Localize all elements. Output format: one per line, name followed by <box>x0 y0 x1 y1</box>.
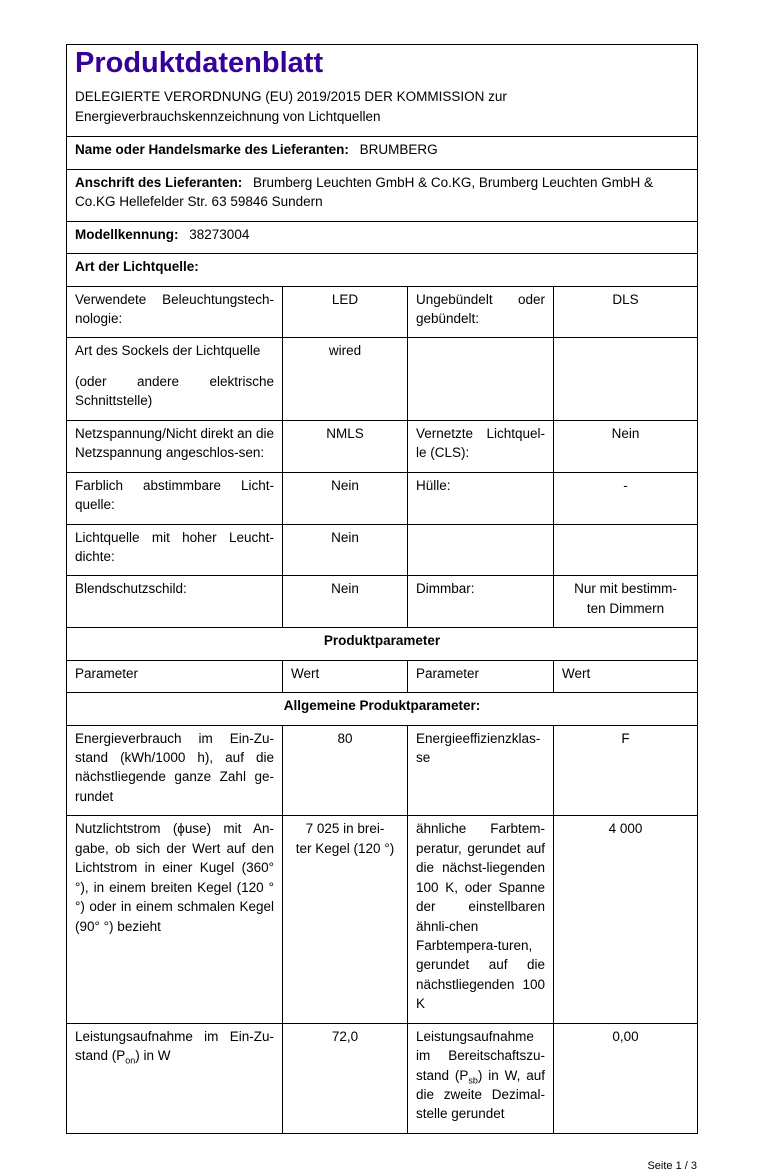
light-source-type-header-row <box>67 254 698 286</box>
row-technology <box>67 286 698 338</box>
luminous-flux-value-cell <box>283 816 408 1023</box>
col-header-parameter-2: Parameter <box>408 660 554 692</box>
title-row <box>67 45 698 137</box>
model-id-cell <box>67 221 698 253</box>
title-cell <box>67 45 698 137</box>
supplier-address-row <box>67 169 698 221</box>
socket-param-cell <box>67 338 283 420</box>
product-parameters-header-row <box>67 628 698 660</box>
socket-value2-cell <box>554 338 698 420</box>
row-anti-glare <box>67 576 698 628</box>
efficiency-class-param-cell: Energieeffizienzklas-se <box>408 725 554 816</box>
anti-glare-value-cell: Nein <box>283 576 408 628</box>
supplier-name-value: BRUMBERG <box>359 142 438 158</box>
regulation-line-1: DELEGIERTE VERORDNUNG (EU) 2019/2015 DER KOMMISSION zur <box>75 88 507 104</box>
datasheet-table <box>66 44 698 1134</box>
supplier-address-cell <box>67 169 698 221</box>
energy-value-cell: 80 <box>283 725 408 816</box>
column-headers-row <box>67 660 698 692</box>
row-energy-consumption <box>67 725 698 816</box>
dimmable-value-line-1: Nur mit bestimm- <box>574 581 677 597</box>
efficiency-class-value-cell: F <box>554 725 698 816</box>
supplier-name-label: Name oder Handelsmarke des Lieferanten: <box>75 142 349 158</box>
regulation-text <box>75 87 689 128</box>
mains-value-cell: NMLS <box>283 420 408 472</box>
col-header-wert-1: Wert <box>283 660 408 692</box>
dimmable-value-line-2: ten Dimmern <box>586 600 665 616</box>
luminous-flux-param-cell: Nutzlichtstrom (ϕuse) mit An-gabe, ob sich der Wert auf den Lichtstrom in einer Kugel (360° °), in einem breiten Kegel (120 °°) oder in einem schmalen Kegel (90° °) bezieht <box>67 816 283 1023</box>
general-parameters-header: Allgemeine Produktparameter: <box>67 693 698 725</box>
high-luminance-param-cell: Lichtquelle mit hoher Leucht-dichte: <box>67 524 283 576</box>
tunable-value-cell: Nein <box>283 472 408 524</box>
supplier-address-label: Anschrift des Lieferanten: <box>75 174 243 190</box>
socket-value-cell: wired <box>283 338 408 420</box>
row-tunable <box>67 472 698 524</box>
standby-power-subscript: sb <box>468 1075 478 1086</box>
regulation-line-2: Energieverbrauchskennzeichnung von Lichtquellen <box>75 109 381 125</box>
dimmable-value-cell <box>554 576 698 628</box>
beam-value-cell: DLS <box>554 286 698 338</box>
row-mains <box>67 420 698 472</box>
col-header-parameter-1: Parameter <box>67 660 283 692</box>
socket-param2-cell <box>408 338 554 420</box>
supplier-address-value: Brumberg Leuchten GmbH & Co.KG, Brumberg Leuchten GmbH & Co.KG Hellefelder Str. 63 59846 Sundern <box>75 174 653 210</box>
color-temperature-value-cell: 4 000 <box>554 816 698 1023</box>
cls-value-cell: Nein <box>554 420 698 472</box>
high-luminance-value-cell: Nein <box>283 524 408 576</box>
supplier-name-row <box>67 137 698 169</box>
standby-power-value-cell: 0,00 <box>554 1023 698 1133</box>
page-title: Produktdatenblatt <box>75 47 324 79</box>
tunable-param-cell: Farblich abstimmbare Licht-quelle: <box>67 472 283 524</box>
model-id-value: 38273004 <box>189 226 250 242</box>
high-luminance-value2-cell <box>554 524 698 576</box>
power-on-param-cell: Leistungsaufnahme im Ein-Zu-stand $(P_{on})$ in W <box>67 1023 283 1133</box>
model-id-label: Modellkennung: <box>75 226 179 242</box>
beam-param-cell: Ungebündelt oder gebündelt: <box>408 286 554 338</box>
page-number: Seite 1 / 3 <box>647 1159 697 1172</box>
row-luminous-flux <box>67 816 698 1023</box>
envelope-param-cell: Hülle: <box>408 472 554 524</box>
standby-power-param-cell: Leistungsaufnahme im Bereitschaftszu-stand $(P_{sb})$ in W, auf die zweite Dezimal-stelle gerundet <box>408 1023 554 1133</box>
supplier-name-cell <box>67 137 698 169</box>
envelope-value-cell: - <box>554 472 698 524</box>
power-on-value-cell: 72,0 <box>283 1023 408 1133</box>
energy-param-cell: Energieverbrauch im Ein-Zu-stand (kWh/1000 h), auf die nächstliegende ganze Zahl ge-rundet <box>67 725 283 816</box>
row-high-luminance <box>67 524 698 576</box>
col-header-wert-2: Wert <box>554 660 698 692</box>
technology-value-cell: LED <box>283 286 408 338</box>
luminous-flux-value-line-1: 7 025 in brei- <box>305 821 385 837</box>
socket-param-line-2: (oder andere elektrische Schnittstelle) <box>75 373 274 409</box>
anti-glare-param-cell: Blendschutzschild: <box>67 576 283 628</box>
row-socket <box>67 338 698 420</box>
model-id-row <box>67 221 698 253</box>
product-parameters-header: Produktparameter <box>67 628 698 660</box>
cls-param-cell: Vernetzte Lichtquel-le (CLS): <box>408 420 554 472</box>
color-temperature-param-cell: ähnliche Farbtem-peratur, gerundet auf die nächst-liegenden 100 K, oder Spanne der einstellbaren ähnli-chen Farbtempera-turen, gerundet auf die nächstliegenden 100 K <box>408 816 554 1023</box>
row-power <box>67 1023 698 1133</box>
power-on-subscript: on <box>125 1055 136 1066</box>
high-luminance-param2-cell <box>408 524 554 576</box>
light-source-type-header: Art der Lichtquelle: <box>67 254 698 286</box>
socket-param-line-1: Art des Sockels der Lichtquelle <box>75 343 261 359</box>
general-parameters-header-row <box>67 693 698 725</box>
mains-param-cell: Netzspannung/Nicht direkt an die Netzspannung angeschlos-sen: <box>67 420 283 472</box>
luminous-flux-value-line-2: ter Kegel (120 °) <box>295 840 395 856</box>
dimmable-param-cell: Dimmbar: <box>408 576 554 628</box>
technology-param-cell: Verwendete Beleuchtungstech-nologie: <box>67 286 283 338</box>
